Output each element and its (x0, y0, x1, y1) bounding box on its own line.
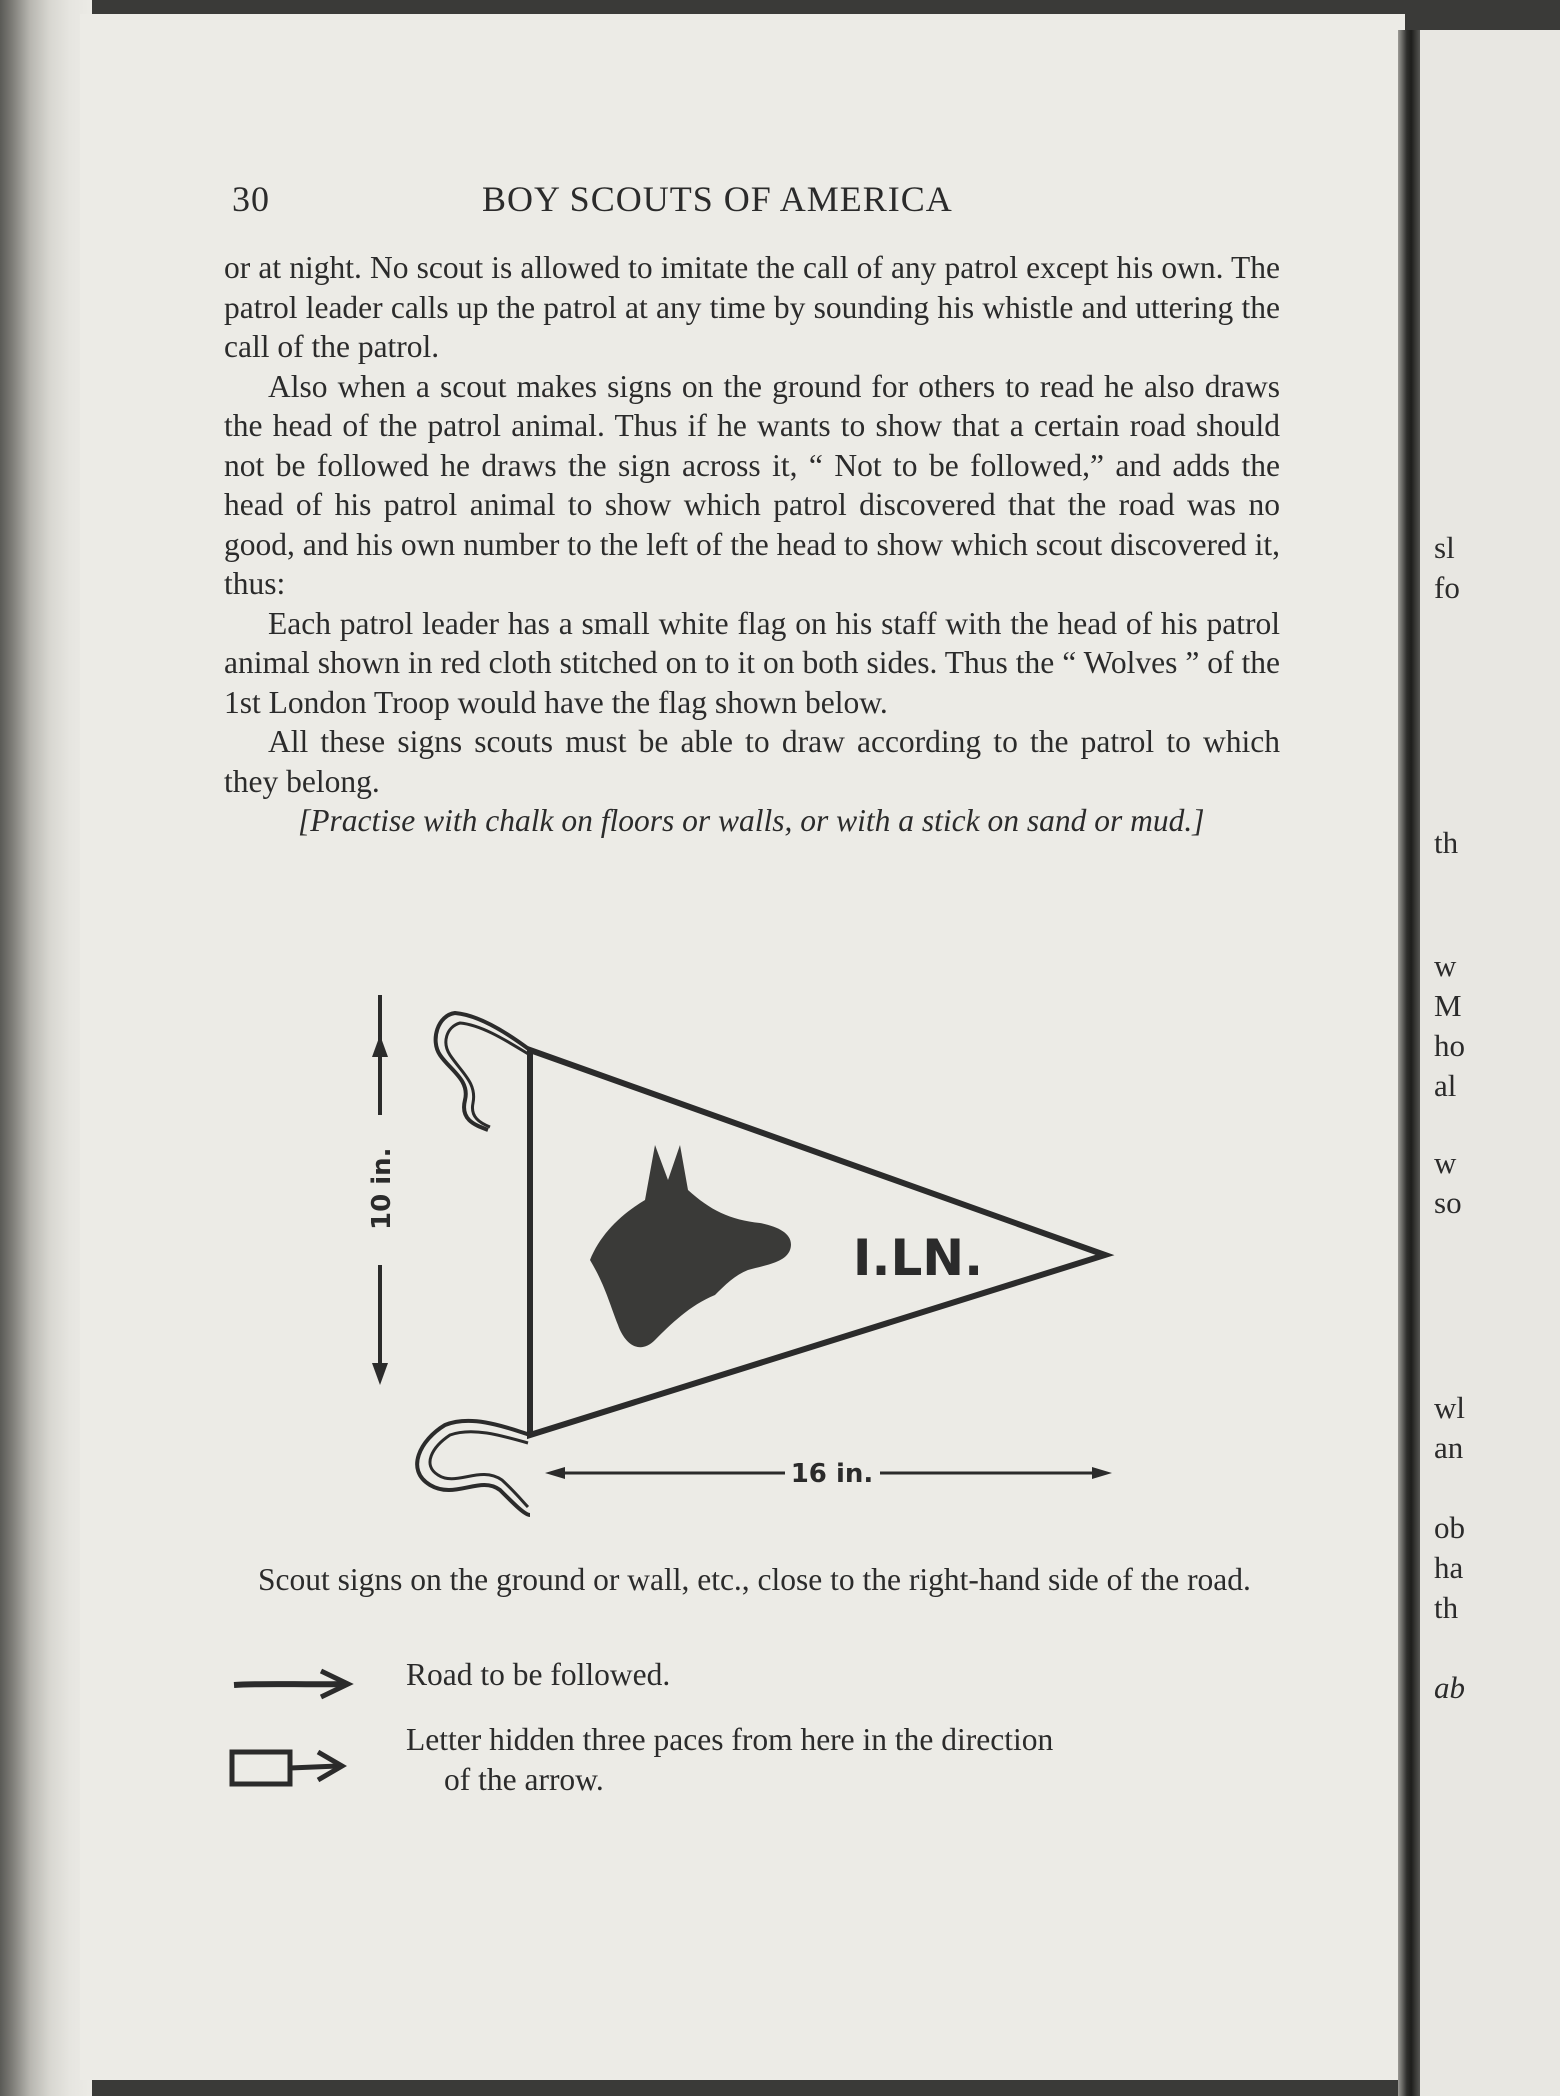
next-page-fragment: so (1434, 1185, 1462, 1220)
paragraph: Each patrol leader has a small white flag on his staff with the head of his patrol animal shown in red cloth stitched on to it on both sides. Thus the “ Wolves ” of the 1st London Troop would have the flag shown below. (224, 605, 1280, 720)
book-gutter (1398, 30, 1420, 2096)
next-page-fragment: wl (1434, 1390, 1465, 1425)
paragraph: or at night. No scout is allowed to imitate the call of any patrol except his own. The patrol leader calls up the patrol at any time by sounding his whistle and uttering the call of the patrol. (224, 250, 1280, 364)
next-page-edge (1420, 30, 1560, 2096)
legend-text-continuation: of the arrow. (444, 1762, 604, 1797)
page-number: 30 (232, 179, 270, 219)
next-page-fragment: ab (1434, 1670, 1465, 1705)
width-label: 16 in. (790, 1459, 874, 1489)
legend-text-line: Letter hidden three paces from here in the direction (406, 1722, 1054, 1757)
arrow-icon (226, 1655, 366, 1715)
wolf-head-icon (590, 1145, 791, 1347)
page-title: BOY SCOUTS OF AMERICA (482, 179, 953, 219)
next-page-fragment: al (1434, 1068, 1457, 1103)
next-page-fragment: sl (1434, 530, 1455, 565)
practice-note: [Practise with chalk on floors or walls, or with a stick on sand or mud.] (298, 803, 1205, 838)
running-header (232, 178, 1032, 228)
next-page-fragment: fo (1434, 570, 1460, 605)
legend-text (406, 1720, 1286, 1800)
next-page-fragment: w (1434, 1145, 1457, 1180)
figure-caption (220, 1560, 1280, 1600)
legend-text: Road to be followed. (406, 1657, 671, 1692)
next-page-fragment: ha (1434, 1550, 1464, 1585)
patrol-flag-figure (350, 995, 1130, 1535)
height-label: 10 in. (367, 1147, 397, 1230)
next-page-fragment: ho (1434, 1028, 1465, 1063)
caption-text: Scout signs on the ground or wall, etc., close to the right-hand side of the road. (258, 1562, 1251, 1597)
next-page-fragment: ob (1434, 1510, 1465, 1545)
paragraph: Also when a scout makes signs on the ground for others to read he also draws the head of the patrol animal. Thus if he wants to show that a certain road should not be followed he draws the sign across it, “ Not to be followed,” and adds the head of his patrol animal to show which patrol discovered that the road was no good, and his own number to the left of the head to show which scout discovered it, thus: (224, 368, 1280, 601)
next-page-fragment: w (1434, 948, 1457, 983)
body-text (224, 248, 1280, 841)
book-edge (0, 0, 92, 2096)
next-page-fragment: th (1434, 1590, 1459, 1625)
box-arrow-icon (226, 1734, 366, 1794)
next-page-fragment: th (1434, 825, 1459, 860)
next-page-fragment: M (1434, 988, 1462, 1023)
flag-tail-bottom (417, 1421, 530, 1515)
flag-text: I.LN. (852, 1229, 984, 1287)
next-page-fragment: an (1434, 1430, 1464, 1465)
paragraph: All these signs scouts must be able to draw according to the patrol to which they belong. (224, 724, 1280, 799)
